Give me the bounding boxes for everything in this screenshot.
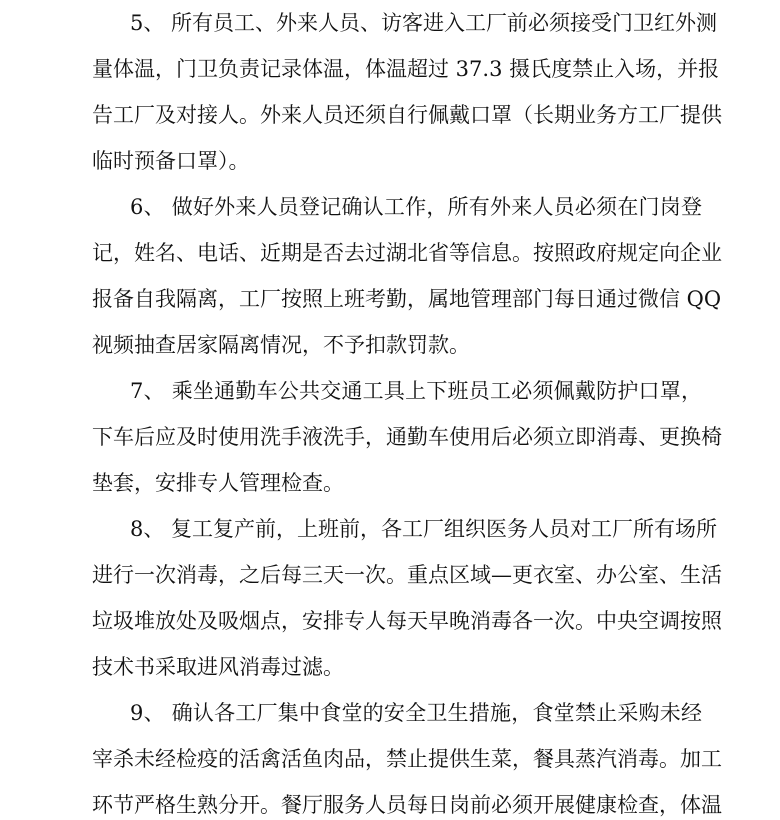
text-line: 临时预备口罩）。 (92, 149, 250, 173)
text-line: 垫套，安排专人管理检查。 (92, 471, 344, 495)
text-line: 记，姓名、电话、近期是否去过湖北省等信息。按照政府规定向企业 (92, 241, 722, 265)
text-line: 报备自我隔离，工厂按照上班考勤，属地管理部门每日通过微信 QQ (92, 287, 722, 311)
text-line: 告工厂及对接人。外来人员还须自行佩戴口罩（长期业务方工厂提供 (92, 103, 722, 127)
text-line: 9、 确认各工厂集中食堂的安全卫生措施，食堂禁止采购未经 (130, 701, 702, 725)
text-line: 5、 所有员工、外来人员、访客进入工厂前必须接受门卫红外测 (130, 11, 718, 35)
text-line: 垃圾堆放处及吸烟点，安排专人每天早晚消毒各一次。中央空调按照 (92, 609, 722, 633)
text-line: 环节严格生熟分开。餐厅服务人员每日岗前必须开展健康检查，体温 (92, 793, 722, 817)
text-line: 下车后应及时使用洗手液洗手，通勤车使用后必须立即消毒、更换椅 (92, 425, 722, 449)
text-line: 8、 复工复产前，上班前，各工厂组织医务人员对工厂所有场所 (130, 517, 718, 541)
text-line: 视频抽查居家隔离情况，不予扣款罚款。 (92, 333, 470, 357)
text-line: 宰杀未经检疫的活禽活鱼肉品，禁止提供生菜，餐具蒸汽消毒。加工 (92, 747, 722, 771)
text-line: 技术书采取进风消毒过滤。 (92, 655, 344, 679)
text-line: 7、 乘坐通勤车公共交通工具上下班员工必须佩戴防护口罩， (130, 379, 702, 403)
text-line: 量体温，门卫负责记录体温，体温超过 37.3 摄氏度禁止入场，并报 (92, 57, 720, 81)
text-line: 进行一次消毒，之后每三天一次。重点区域—更衣室、办公室、生活 (92, 563, 722, 587)
text-line: 6、 做好外来人员登记确认工作，所有外来人员必须在门岗登 (130, 195, 702, 219)
